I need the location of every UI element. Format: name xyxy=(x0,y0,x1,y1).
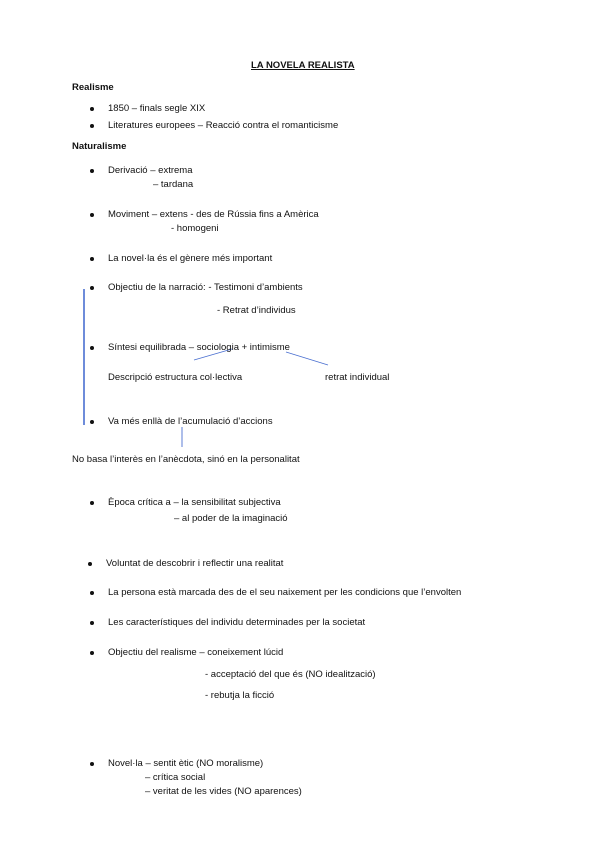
realisme-item-1: 1850 – finals segle XIX xyxy=(108,103,206,114)
epoca-line-2: – al poder de la imaginació xyxy=(174,513,288,524)
bullet xyxy=(90,346,94,350)
voluntat-item: Voluntat de descobrir i reflectir una realitat xyxy=(106,558,284,569)
objectiu-realisme-line-2: - acceptació del que és (NO idealització) xyxy=(205,669,376,680)
bullet xyxy=(88,562,92,566)
anecdota-line: No basa l’interès en l’anècdota, sinó en la personalitat xyxy=(72,454,300,465)
objectiu-realisme-line-3: - rebutja la ficció xyxy=(205,690,275,701)
sintesi-item: Síntesi equilibrada – sociologia + intimisme xyxy=(108,342,290,353)
bullet xyxy=(90,107,94,111)
descripcio-label: Descripció estructura col·lectiva xyxy=(108,372,243,383)
realisme-item-2: Literatures europees – Reacció contra el romanticisme xyxy=(108,120,339,131)
heading-realisme: Realisme xyxy=(72,82,114,93)
heading-naturalisme: Naturalisme xyxy=(72,141,127,152)
derivacio-line-2: – tardana xyxy=(153,179,194,190)
moviment-line-2: - homogeni xyxy=(171,223,219,234)
genere-item: La novel·la és el gènere més important xyxy=(108,253,273,264)
acumulacio-item: Va més enllà de l’acumulació d’accions xyxy=(108,416,273,427)
epoca-line-1: Època crítica a – la sensibilitat subjectiva xyxy=(108,497,281,508)
bullet xyxy=(90,286,94,290)
bullet xyxy=(90,591,94,595)
persona-item: La persona està marcada des de el seu naixement per les condicions que l’envolten xyxy=(108,587,462,598)
bullet xyxy=(90,621,94,625)
objectiu-narracio-line-1: Objectiu de la narració: - Testimoni d’ambients xyxy=(108,282,303,293)
derivacio-line-1: Derivació – extrema xyxy=(108,165,193,176)
objectiu-realisme-line-1: Objectiu del realisme – coneixement lúcid xyxy=(108,647,284,658)
bullet xyxy=(90,124,94,128)
objectiu-narracio-line-2: - Retrat d’individus xyxy=(217,305,296,316)
novela-line-1: Novel·la – sentit ètic (NO moralisme) xyxy=(108,758,264,769)
bullet xyxy=(90,762,94,766)
branch-line-right xyxy=(286,352,328,365)
novela-line-2: – crítica social xyxy=(145,772,206,783)
moviment-line-1: Moviment – extens - des de Rússia fins a Amèrica xyxy=(108,209,319,220)
bullet xyxy=(90,501,94,505)
bullet xyxy=(90,651,94,655)
caracteristiques-item: Les característiques del individu determinades per la societat xyxy=(108,617,366,628)
bullet xyxy=(90,420,94,424)
bullet xyxy=(90,213,94,217)
retrat-label: retrat individual xyxy=(325,372,390,383)
bullet xyxy=(90,257,94,261)
bullet xyxy=(90,169,94,173)
page-title: LA NOVELA REALISTA xyxy=(251,60,355,71)
novela-line-3: – veritat de les vides (NO aparences) xyxy=(145,786,302,797)
